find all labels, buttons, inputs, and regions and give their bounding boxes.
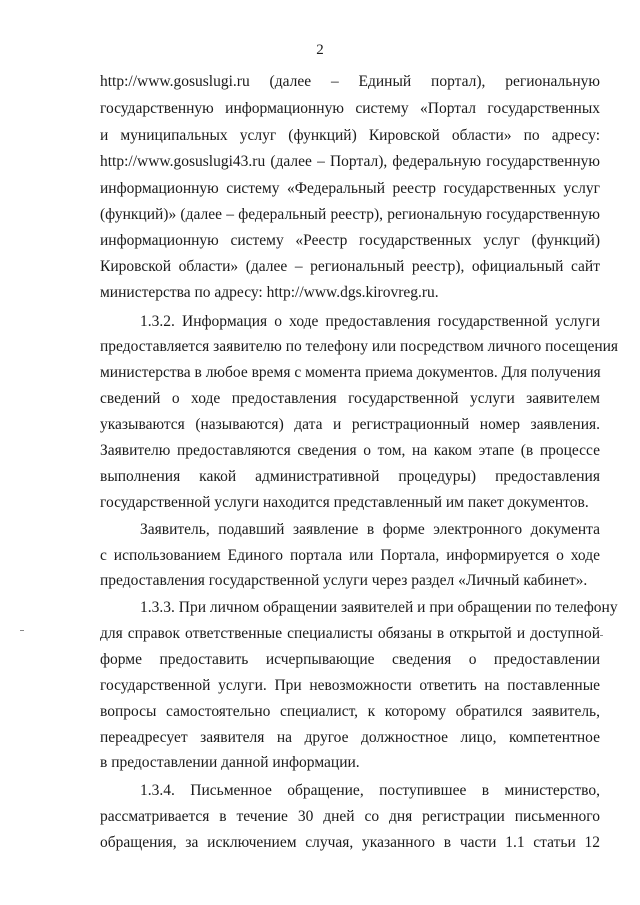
text-line: и муниципальных услуг (функций) Кировской области» по адресу: (100, 127, 600, 144)
text-line: (функций)» (далее – федеральный реестр), региональную государственную (100, 206, 600, 223)
text-line: предоставления государственной услуги через раздел «Личный кабинет». (100, 572, 588, 589)
text-line: http://www.gosuslugi.ru (далее – Единый портал), региональную (100, 73, 600, 90)
text-line: 1.3.2. Информация о ходе предоставления государственной услуги (140, 313, 600, 330)
scan-speck (20, 630, 24, 631)
text-line: http://www.gosuslugi43.ru (далее – Портал), федеральную государственную (100, 153, 600, 170)
text-line: форме предоставить исчерпывающие сведения о предоставлении (100, 651, 600, 668)
text-line: переадресует заявителя на другое должностное лицо, компетентное (100, 729, 600, 746)
text-line: выполнения какой административной процедуры) предоставления (100, 468, 600, 485)
text-line: 1.3.4. Письменное обращение, поступившее в министерство, (140, 782, 600, 799)
text-line: Кировской области» (далее – региональный реестр), официальный сайт (100, 258, 600, 275)
scan-speck (600, 635, 603, 636)
text-line: для справок ответственные специалисты обязаны в открытой и доступной (100, 625, 600, 642)
text-line: предоставляется заявителю по телефону или посредством личного посещения (100, 338, 619, 355)
text-line: вопросы самостоятельно специалист, к которому обратился заявитель, (100, 703, 600, 720)
text-line: обращения, за исключением случая, указанного в части 1.1 статьи 12 (100, 834, 600, 851)
text-line: 1.3.3. При личном обращении заявителей и при обращении по телефону (140, 599, 618, 616)
text-line: министерства в любое время с момента приема документов. Для получения (100, 364, 601, 381)
text-line: информационную систему «Федеральный реестр государственных услуг (100, 180, 600, 197)
text-line: государственную информационную систему «Портал государственных (100, 100, 600, 117)
text-line: Заявителю предоставляются сведения о том, на каком этапе (в процессе (100, 442, 600, 459)
text-line: с использованием Единого портала или Портала, информируется о ходе (100, 547, 600, 564)
text-line: министерства по адресу: http://www.dgs.kirovreg.ru. (100, 284, 439, 301)
text-line: рассматривается в течение 30 дней со дня регистрации письменного (100, 808, 600, 825)
text-line: Заявитель, подавший заявление в форме электронного документа (140, 521, 600, 538)
text-line: информационную систему «Реестр государственных услуг (функций) (100, 232, 600, 249)
text-line: государственной услуги. При невозможности ответить на поставленные (100, 677, 600, 694)
text-line: сведений о ходе предоставления государственной услуги заявителем (100, 390, 600, 407)
text-line: государственной услуги находится представленный им пакет документов. (100, 494, 589, 511)
page-number: 2 (316, 42, 324, 58)
text-line: указываются (называются) дата и регистрационный номер заявления. (100, 416, 600, 433)
text-line: в предоставлении данной информации. (100, 754, 360, 771)
